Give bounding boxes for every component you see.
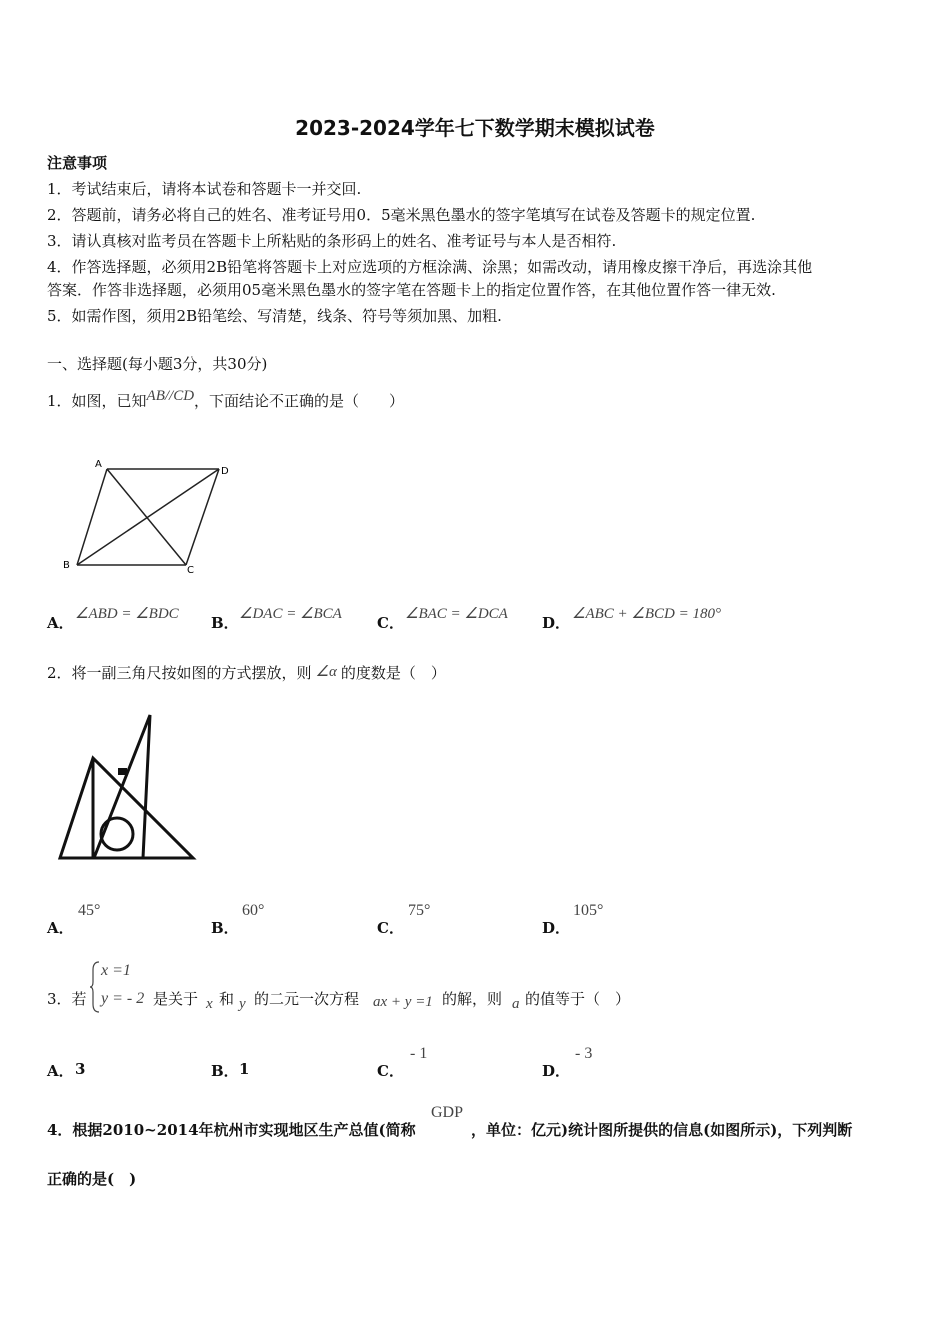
q2-stem-suffix: 的度数是（ ） [340,664,446,682]
q3-option-c-label: C． [377,1062,404,1080]
q3-option-a-label: A． [47,1062,74,1080]
q3-system-eq1: x =1 [101,962,131,979]
label-c: C [187,565,194,576]
label-d: D [221,466,229,477]
q3-prefix: 3．若 [47,990,87,1008]
notice-item-4: 4．作答选择题，必须用2B铅笔将答题卡上对应选项的方框涂满、涂黑；如需改动，请用橡皮擦干净后，再选涂其他 [47,258,813,276]
diagonal-bd [77,469,219,565]
q3-text-3: 的二元一次方程 [254,990,360,1008]
q3-option-b-value: 1 [239,1060,250,1078]
q3-text-4: 的解，则 [442,990,503,1008]
q3-option-a-value: 3 [75,1060,86,1078]
q3-text-5: 的值等于（ ） [525,990,631,1008]
q3-equation: ax + y =1 [373,994,433,1010]
q1-option-d-value: ∠ABC + ∠BCD = 180° [572,606,721,622]
q1-stem-suffix: ，下面结论不正确的是（ ） [194,392,405,410]
q4-stem-suffix: ，单位：亿元)统计图所提供的信息(如图所示)，下列判断 [471,1121,853,1139]
notice-heading: 注意事项 [47,154,108,172]
brace-path [90,962,99,1012]
notice-item-1: 1．考试结束后，请将本试卷和答题卡一并交回. [47,180,362,198]
q2-option-c-label: C． [377,919,404,937]
q3-text-1: 是关于 [153,990,199,1008]
q1-option-c-label: C． [377,614,404,632]
diagonal-ac [107,469,186,565]
notice-item-3: 3．请认真核对监考员在答题卡上所粘贴的条形码上的姓名、准考证号与本人是否相符. [47,232,617,250]
q1-stem [47,390,404,411]
q3-var-y: y [239,996,246,1012]
q2-option-d-value: 105° [573,902,604,919]
q3-system-eq2: y = - 2 [101,990,145,1007]
q4-math: GDP [431,1104,464,1121]
q4-stem-prefix: 4．根据2010~2014年杭州市实现地区生产总值(简称 [47,1121,416,1139]
q2-option-a-label: A． [47,919,74,937]
q1-option-a-label: A． [47,614,74,632]
q2-stem-prefix: 2．将一副三角尺按如图的方式摆放，则 [47,664,312,682]
segment-ba [77,469,107,565]
segment-dc [186,469,219,565]
q2-option-d-label: D． [542,919,571,937]
angle-alpha-mark [118,768,127,775]
q3-text-2: 和 [219,990,235,1008]
q2-stem [47,662,446,683]
q1-option-c-value: ∠BAC = ∠DCA [405,606,508,622]
q1-option-b-label: B． [211,614,239,632]
q2-option-b-value: 60° [242,902,265,919]
q3-option-b-label: B． [211,1062,239,1080]
notice-item-5: 5．如需作图，须用2B铅笔绘、写清楚，线条、符号等须加黑、加粗. [47,307,502,325]
q1-option-a-value: ∠ABD = ∠BDC [75,606,179,622]
q1-option-b-value: ∠DAC = ∠BCA [239,606,342,622]
q4-stem-line2: 正确的是( ) [47,1170,137,1188]
q3-var-x: x [206,996,213,1012]
q3-var-a: a [512,996,520,1012]
notice-item-2: 2．答题前，请务必将自己的姓名、准考证号用0．5毫米黑色墨水的签字笔填写在试卷及答题卡的规定位置. [47,206,756,224]
q2-option-c-value: 75° [408,902,431,919]
q1-option-d-label: D． [542,614,571,632]
q3-option-d-value: - 3 [575,1045,593,1062]
q3-option-c-value: - 1 [410,1045,428,1062]
q2-math: ∠α [315,664,337,680]
ruler-hole-circle [101,818,133,850]
q1-stem-prefix: 1．如图，已知 [47,392,147,410]
q1-math: AB//CD [146,388,195,404]
notice-item-4-cont: 答案．作答非选择题，必须用05毫米黑色墨水的签字笔在答题卡上的指定位置作答，在其他位置作答一律无效. [47,281,776,299]
label-a: A [95,459,102,470]
label-b: B [63,560,70,571]
q2-figure-triangle-rulers [50,710,200,865]
q2-option-b-label: B． [211,919,239,937]
q3-brace [90,960,100,1014]
q2-option-a-value: 45° [78,902,101,919]
q1-figure-parallelogram [55,455,245,580]
q3-option-d-label: D． [542,1062,571,1080]
section-heading: 一、选择题(每小题3分，共30分) [47,355,268,373]
page-title: 2023-2024学年七下数学期末模拟试卷 [295,116,655,140]
